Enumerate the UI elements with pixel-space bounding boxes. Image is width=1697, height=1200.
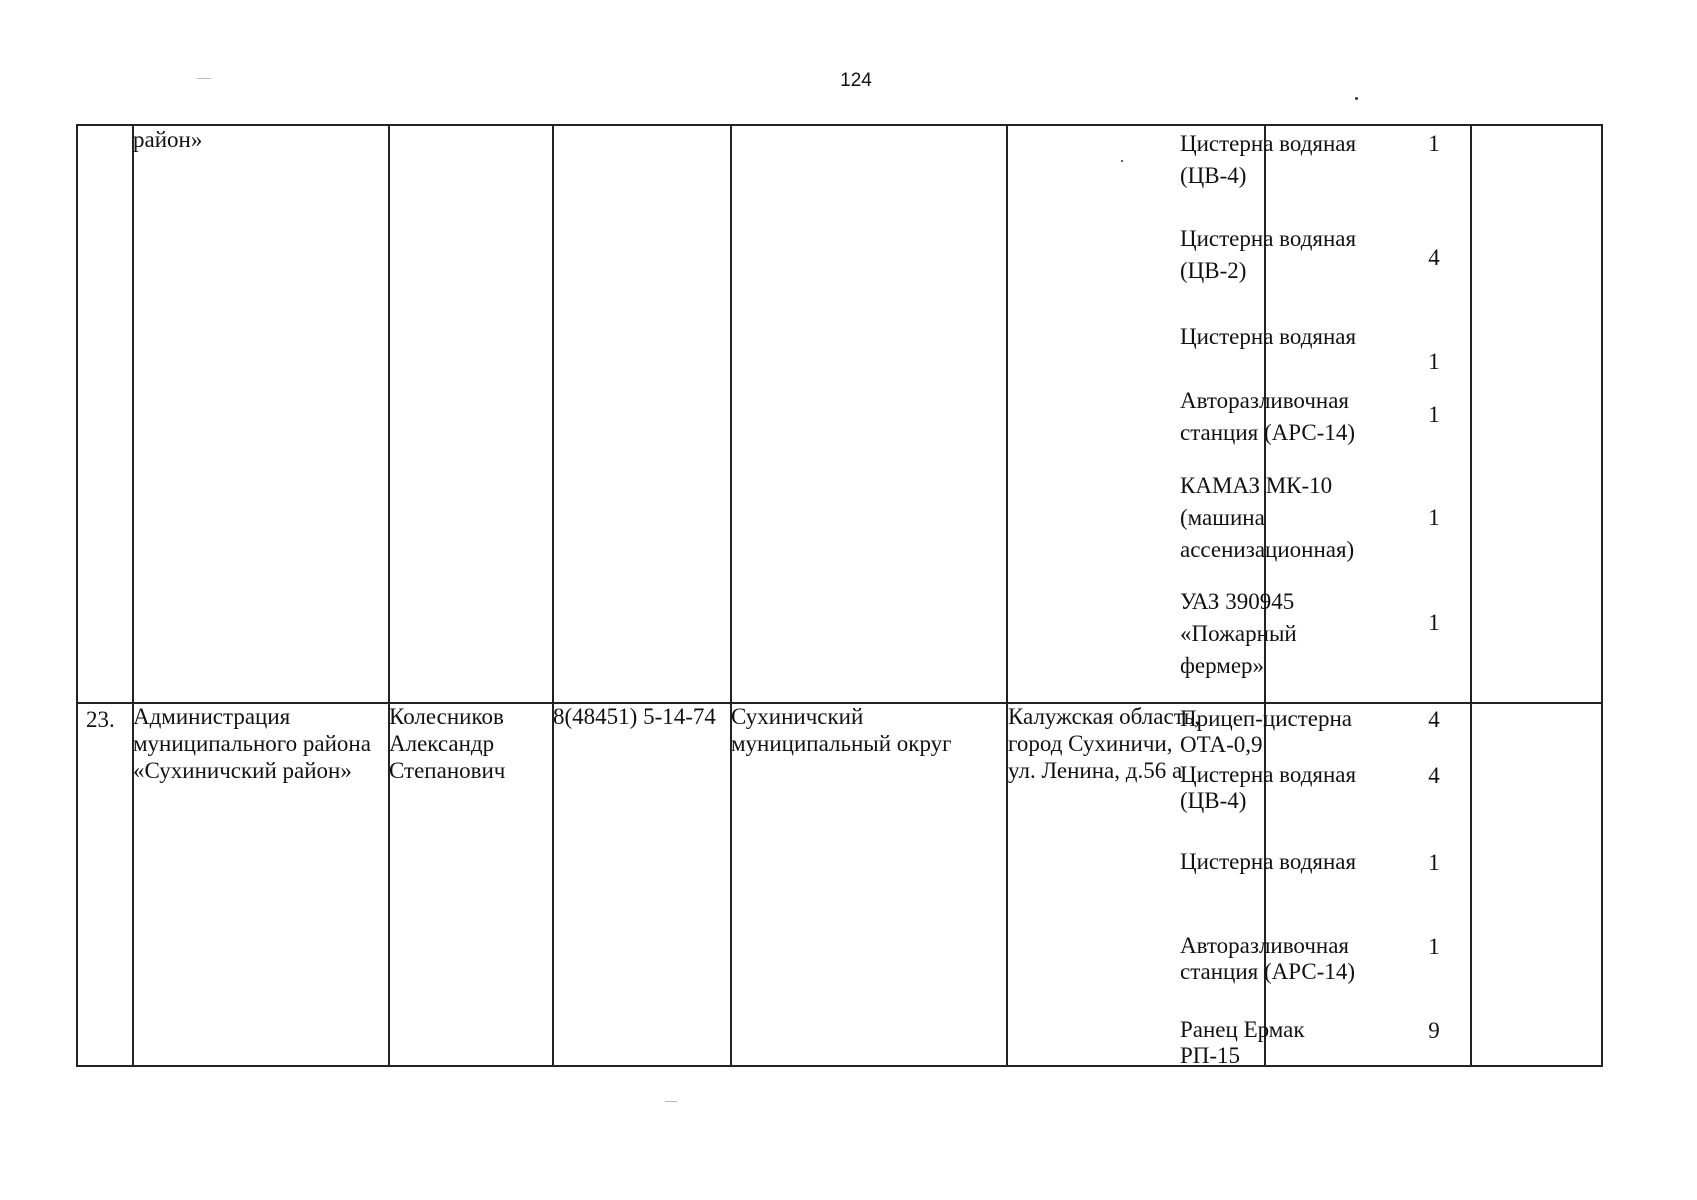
organization-name: Администрация муниципального района «Сухиничский район»	[133, 704, 371, 783]
equipment-name: Ранец Ермак РП-15	[1180, 1017, 1305, 1068]
column-divider	[132, 124, 134, 1067]
equipment-qty: 1	[1428, 349, 1440, 374]
equipment-name: Цистерна водяная (ЦВ-4)	[1180, 131, 1357, 188]
equipment-qty: 1	[1428, 850, 1440, 875]
table-bottom-border	[76, 1065, 1603, 1067]
equipment-name: Цистерна водяная	[1180, 849, 1357, 874]
equipment-name: Авторазливочная станция (АРС-14)	[1180, 933, 1356, 984]
territory-name: Сухиничский муниципальный округ	[731, 704, 952, 756]
equipment-name: КАМАЗ МК-10 (машина ассенизационная)	[1180, 473, 1355, 562]
equipment-qty: 4	[1428, 245, 1440, 270]
equipment-name: Авторазливочная станция (АРС-14)	[1180, 388, 1356, 445]
column-divider	[552, 124, 554, 1067]
equipment-qty: 1	[1428, 402, 1440, 427]
phone-number: 8(48451) 5-14-74	[553, 704, 716, 729]
scan-speck	[1355, 97, 1358, 100]
column-divider	[76, 124, 78, 1067]
equipment-table	[76, 124, 1603, 1067]
equipment-name: УАЗ 390945 «Пожарный фермер»	[1180, 589, 1297, 678]
column-divider	[1006, 124, 1008, 1067]
equipment-qty: 1	[1428, 610, 1440, 635]
row-number: 23.	[86, 707, 115, 732]
table-top-border	[76, 124, 1603, 126]
equipment-name: Прицеп-цистерна ОТА-0,9	[1180, 706, 1353, 757]
equipment-qty: 9	[1428, 1018, 1440, 1043]
equipment-qty: 4	[1428, 763, 1440, 788]
column-divider	[1601, 124, 1603, 1067]
equipment-name: Цистерна водяная	[1180, 324, 1357, 349]
equipment-qty: 1	[1428, 934, 1440, 959]
equipment-qty: 1	[1428, 505, 1440, 530]
equipment-name: Цистерна водяная (ЦВ-4)	[1180, 762, 1357, 813]
column-divider	[730, 124, 732, 1067]
equipment-qty: 4	[1428, 707, 1440, 732]
page-number: 124	[840, 70, 872, 91]
org-name-continued: район»	[133, 127, 203, 152]
scan-mark	[197, 78, 211, 79]
column-divider	[388, 124, 390, 1067]
scan-mark	[665, 1101, 677, 1102]
head-name: Колесников Александр Степанович	[389, 704, 506, 783]
address: Калужская область, город Сухиничи, ул. Ленина, д.56 а	[1008, 704, 1200, 783]
column-divider	[1470, 124, 1472, 1067]
equipment-qty: 1	[1428, 131, 1440, 156]
equipment-name: Цистерна водяная (ЦВ-2)	[1180, 226, 1357, 283]
